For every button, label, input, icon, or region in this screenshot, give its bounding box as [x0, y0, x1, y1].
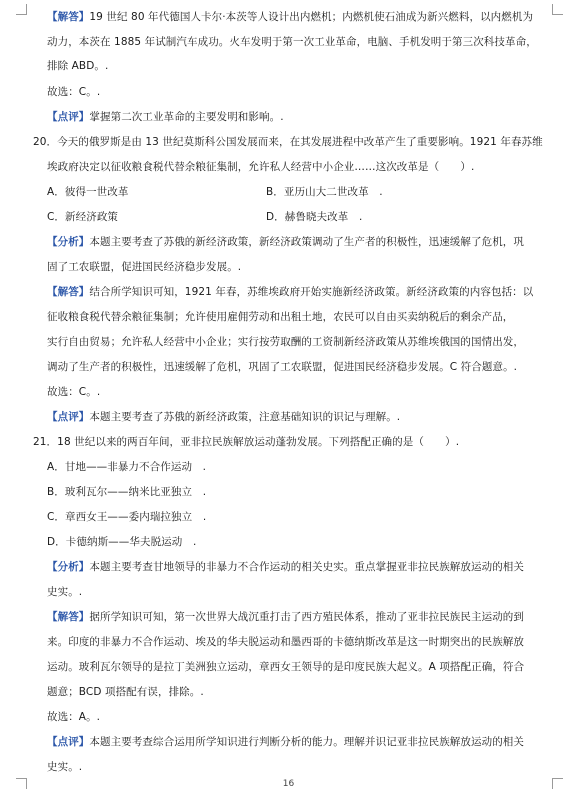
text-line: 征收粮食税代替余粮征集制；允许使用雇佣劳动和出租土地，农民可以自由买卖纳税后的剩余产品，: [47, 311, 514, 323]
option-b: B．玻利瓦尔——纳米比亚独立 .: [47, 486, 207, 498]
comment-tag: 【点评】: [47, 111, 90, 123]
answer-tag: 【解答】: [47, 611, 90, 623]
comment-line: 【点评】本题主要考查综合运用所学知识进行判断分析的能力。理解并识记亚非拉民族解放运动的相关: [47, 736, 525, 748]
text-line: 固了工农联盟，促进国民经济稳步发展。.: [47, 261, 242, 273]
conclusion-line: 故选：A。.: [47, 711, 101, 723]
option-b: B．亚历山大二世改革 .: [266, 186, 383, 198]
answer-line: 【解答】据所学知识可知，第一次世界大战沉重打击了西方殖民体系，推动了亚非拉民族民主运动的到: [47, 611, 525, 623]
text-line: 实行自由贸易；允许私人经营中小企业；实行按劳取酬的工资制新经济政策从苏维埃俄国的国情出发，: [47, 336, 524, 348]
text-line: 题意；BCD 项搭配有误，排除。.: [47, 686, 204, 698]
text-line: 调动了生产者的积极性，迅速缓解了危机，巩固了工农联盟，促进国民经济稳步发展。C 符合题意。.: [47, 361, 518, 373]
option-a: A．甘地——非暴力不合作运动 .: [47, 461, 207, 473]
question-20-stem: 20．今天的俄罗斯是由 13 世纪莫斯科公国发展而来，在其发展进程中改革产生了重要影响。1921 年春苏维: [33, 136, 543, 148]
comment-tag: 【点评】: [47, 411, 90, 423]
text-line: 史实。.: [47, 586, 83, 598]
option-c: C．新经济政策: [47, 211, 119, 223]
answer-line: 【解答】结合所学知识可知，1921 年春，苏维埃政府开始实施新经济政策。新经济政策的内容包括：以: [47, 286, 534, 298]
comment-tag: 【点评】: [47, 736, 90, 748]
page-number: 16: [282, 779, 295, 789]
comment-line: 【点评】本题主要考查了苏俄的新经济政策，注意基础知识的识记与理解。.: [47, 411, 401, 423]
comment-line: 【点评】掌握第二次工业革命的主要发明和影响。.: [47, 111, 284, 123]
text-line: 运动。玻利瓦尔领导的是拉丁美洲独立运动，章西女王领导的是印度民族大起义。A 项搭配正确，符合: [47, 661, 525, 673]
analysis-line: 【分析】本题主要考查甘地领导的非暴力不合作运动的相关史实。重点掌握亚非拉民族解放运动的相关: [47, 561, 525, 573]
analysis-line: 【分析】本题主要考查了苏俄的新经济政策，新经济政策调动了生产者的积极性，迅速缓解了危机，巩: [47, 236, 525, 248]
conclusion-line: 故选：C。.: [47, 86, 101, 98]
crop-mark-top-right: [552, 4, 563, 15]
answer-tag: 【解答】: [47, 11, 90, 23]
answer-tag: 【解答】: [47, 286, 90, 298]
text-line: 来。印度的非暴力不合作运动、埃及的华夫脱运动和墨西哥的卡德纳斯改革是这一时期突出的民族解放: [47, 636, 524, 648]
analysis-tag: 【分析】: [47, 236, 90, 248]
text-line: 动力，本茨在 1885 年试制汽车成功。火车发明于第一次工业革命，电脑、手机发明于第三次科技革命，: [47, 36, 537, 48]
text-line: 排除 ABD。.: [47, 60, 109, 72]
option-d: D．赫鲁晓夫改革 .: [266, 211, 363, 223]
analysis-tag: 【分析】: [47, 561, 90, 573]
question-21-stem: 21．18 世纪以来的两百年间，亚非拉民族解放运动蓬勃发展。下列搭配正确的是（ ）.: [33, 436, 460, 448]
answer-line: 【解答】19 世纪 80 年代德国人卡尔·本茨等人设计出内燃机；内燃机使石油成为新兴燃料，以内燃机为: [47, 11, 534, 23]
question-20-stem-cont: 埃政府决定以征收粮食税代替余粮征集制，允许私人经营中小企业……这次改革是（ ）.: [47, 161, 475, 173]
option-c: C．章西女王——委内瑞拉独立 .: [47, 511, 207, 523]
conclusion-line: 故选：C。.: [47, 386, 101, 398]
option-a: A．彼得一世改革: [47, 186, 129, 198]
text-line: 史实。.: [47, 761, 83, 773]
option-d: D．卡德纳斯——华夫脱运动 .: [47, 536, 197, 548]
crop-mark-top-left: [16, 4, 27, 15]
